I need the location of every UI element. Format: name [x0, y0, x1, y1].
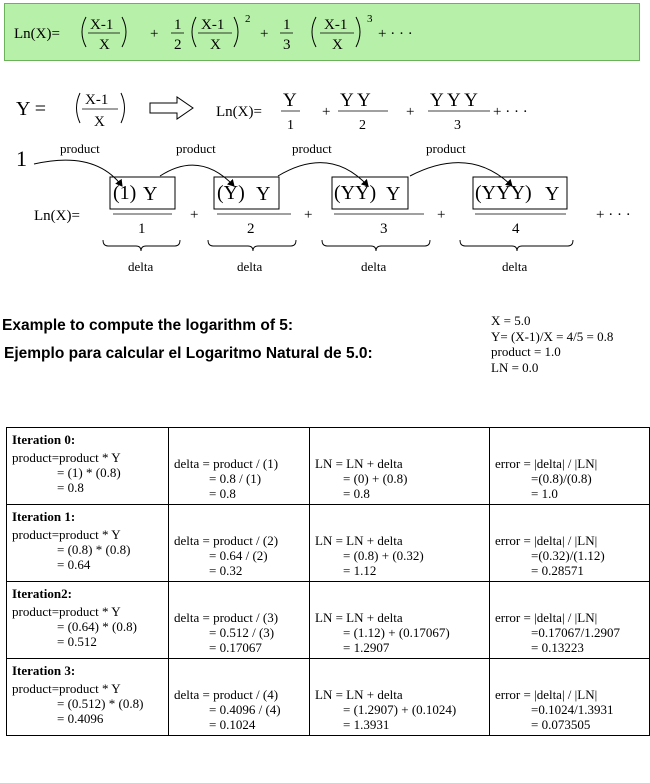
definition-row	[16, 90, 528, 133]
ln-cell	[310, 428, 490, 505]
chain-plus-2: +	[304, 207, 313, 223]
product-formula: product=product * Y	[12, 681, 121, 696]
def-den: X	[94, 114, 105, 130]
ln-cell	[310, 582, 490, 659]
init-x: X = 5.0	[491, 313, 531, 328]
def-t3-den: 3	[454, 118, 461, 133]
product-label-2: product	[176, 141, 216, 156]
top-frac3-den: X	[332, 37, 343, 53]
term-y-3: Y	[386, 183, 401, 205]
def-tail: + · · ·	[493, 104, 528, 120]
delta-result: = 0.1024	[209, 717, 256, 732]
top-frac2-den: X	[210, 37, 221, 53]
error-result: = 0.073505	[531, 717, 591, 732]
top-exp3: 3	[367, 13, 373, 25]
product-chain	[16, 141, 631, 274]
delta-formula: delta = product / (1)	[174, 456, 279, 471]
top-frac1-den: X	[99, 37, 110, 53]
init-ln: LN = 0.0	[491, 359, 539, 375]
ln-substitution: = (1.2907) + (0.1024)	[343, 702, 457, 717]
top-frac3-num: X-1	[324, 17, 348, 33]
top-plus-2: +	[260, 26, 269, 42]
term-box-2-inner: (Y)	[217, 182, 245, 204]
iteration-title: Iteration 0:	[12, 432, 76, 447]
chain-plus-3: +	[437, 207, 446, 223]
error-cell	[490, 582, 650, 659]
ln-cell	[310, 505, 490, 582]
product-label-3: product	[292, 141, 332, 156]
chain-lhs: Ln(X)=	[34, 208, 80, 224]
top-formula	[14, 13, 413, 53]
series-diagram	[0, 0, 650, 300]
def-plus-2: +	[406, 104, 415, 120]
term-den-3: 3	[380, 221, 388, 237]
error-substitution: =0.1024/1.3931	[531, 702, 614, 717]
delta-label-3: delta	[361, 259, 387, 274]
ln-formula: LN = LN + delta	[315, 533, 403, 548]
delta-result: = 0.32	[209, 563, 243, 578]
error-formula: error = |delta| / |LN|	[495, 456, 598, 471]
ln-formula: LN = LN + delta	[315, 456, 403, 471]
ln-result: = 0.8	[343, 486, 370, 501]
product-formula: product=product * Y	[12, 604, 121, 619]
product-substitution: = (1) * (0.8)	[57, 465, 121, 480]
term-den-2: 2	[247, 221, 255, 237]
top-coef3-den: 3	[283, 37, 291, 53]
ln-result: = 1.12	[343, 563, 377, 578]
top-plus-1: +	[150, 26, 159, 42]
term-box-1-inner: (1)	[113, 182, 137, 204]
implies-arrow-icon	[150, 97, 193, 119]
term-den-4: 4	[512, 221, 520, 237]
product-result: = 0.64	[57, 557, 91, 572]
error-result: = 0.13223	[531, 640, 584, 655]
delta-substitution: = 0.4096 / (4)	[209, 702, 281, 717]
ln-substitution: = (1.12) + (0.17067)	[343, 625, 450, 640]
product-result: = 0.4096	[57, 711, 104, 726]
chain-plus-1: +	[190, 207, 199, 223]
def-t2-num: Y Y	[340, 90, 371, 111]
ln-result: = 1.3931	[343, 717, 390, 732]
delta-cell	[169, 582, 310, 659]
initial-values	[491, 313, 613, 375]
def-t3-num: Y Y Y	[430, 90, 478, 111]
error-cell	[490, 659, 650, 736]
def-t1-den: 1	[287, 118, 294, 133]
product-cell	[7, 505, 169, 582]
chain-start: 1	[16, 146, 27, 171]
iteration-title: Iteration 3:	[12, 663, 76, 678]
product-cell	[7, 582, 169, 659]
error-cell	[490, 428, 650, 505]
error-result: = 1.0	[531, 486, 558, 501]
product-formula: product=product * Y	[12, 450, 121, 465]
product-label-1: product	[60, 141, 100, 156]
delta-result: = 0.17067	[209, 640, 262, 655]
top-coef2-den: 2	[174, 37, 182, 53]
error-result: = 0.28571	[531, 563, 584, 578]
delta-substitution: = 0.512 / (3)	[209, 625, 275, 640]
init-y: Y= (X-1)/X = 4/5 = 0.8	[491, 328, 614, 344]
delta-result: = 0.8	[209, 486, 236, 501]
error-substitution: =(0.8)/(0.8)	[531, 471, 592, 486]
delta-cell	[169, 428, 310, 505]
def-lhs: Y =	[16, 98, 46, 120]
delta-formula: delta = product / (3)	[174, 610, 279, 625]
product-cell	[7, 659, 169, 736]
product-label-4: product	[426, 141, 466, 156]
top-tail: + · · ·	[378, 26, 413, 42]
ln-substitution: = (0.8) + (0.32)	[343, 548, 424, 563]
top-exp2: 2	[245, 13, 251, 25]
product-substitution: = (0.512) * (0.8)	[57, 696, 144, 711]
delta-label-2: delta	[237, 259, 263, 274]
delta-substitution: = 0.8 / (1)	[209, 471, 262, 486]
error-formula: error = |delta| / |LN|	[495, 533, 598, 548]
product-cell	[7, 428, 169, 505]
error-formula: error = |delta| / |LN|	[495, 610, 598, 625]
iteration-row-1	[7, 505, 650, 582]
term-box-3-inner: (YY)	[334, 182, 377, 204]
def-rhs-lhs: Ln(X)=	[216, 104, 262, 120]
term-y-1: Y	[143, 183, 158, 205]
iteration-row-2	[7, 582, 650, 659]
term-den-1: 1	[138, 221, 146, 237]
error-substitution: =0.17067/1.2907	[531, 625, 620, 640]
product-substitution: = (0.64) * (0.8)	[57, 619, 137, 634]
ln-formula: LN = LN + delta	[315, 687, 403, 702]
delta-formula: delta = product / (4)	[174, 687, 279, 702]
delta-cell	[169, 505, 310, 582]
product-formula: product=product * Y	[12, 527, 121, 542]
delta-formula: delta = product / (2)	[174, 533, 279, 548]
top-coef3-num: 1	[283, 17, 291, 33]
top-frac1-num: X-1	[90, 17, 114, 33]
ln-result: = 1.2907	[343, 640, 390, 655]
def-num: X-1	[85, 92, 109, 108]
iteration-row-3	[7, 659, 650, 736]
ln-cell	[310, 659, 490, 736]
def-t2-den: 2	[359, 118, 366, 133]
delta-substitution: = 0.64 / (2)	[209, 548, 268, 563]
top-lhs: Ln(X)=	[14, 26, 60, 42]
term-y-4: Y	[545, 183, 560, 205]
product-result: = 0.512	[57, 634, 97, 649]
chain-tail: + · · ·	[596, 207, 631, 223]
iteration-row-0	[7, 428, 650, 505]
error-substitution: =(0.32)/(1.12)	[531, 548, 605, 563]
delta-label-1: delta	[128, 259, 154, 274]
product-substitution: = (0.8) * (0.8)	[57, 542, 131, 557]
init-product: product = 1.0	[491, 344, 561, 359]
delta-label-4: delta	[502, 259, 528, 274]
product-arrow-1	[34, 160, 122, 186]
term-y-2: Y	[256, 183, 271, 205]
iteration-title: Iteration2:	[12, 586, 72, 601]
error-cell	[490, 505, 650, 582]
def-plus-1: +	[322, 104, 331, 120]
delta-cell	[169, 659, 310, 736]
example-heading-es: Ejemplo para calcular el Logaritmo Natural de 5.0:	[4, 345, 373, 362]
term-box-4-inner: (YYY)	[475, 182, 532, 204]
top-coef2-num: 1	[174, 17, 182, 33]
example-heading-en: Example to compute the logarithm of 5:	[2, 317, 294, 334]
iteration-title: Iteration 1:	[12, 509, 76, 524]
top-frac2-num: X-1	[201, 17, 225, 33]
def-t1-num: Y	[283, 90, 297, 111]
product-result: = 0.8	[57, 480, 84, 495]
error-formula: error = |delta| / |LN|	[495, 687, 598, 702]
iterations-table	[6, 427, 650, 736]
ln-formula: LN = LN + delta	[315, 610, 403, 625]
ln-substitution: = (0) + (0.8)	[343, 471, 408, 486]
